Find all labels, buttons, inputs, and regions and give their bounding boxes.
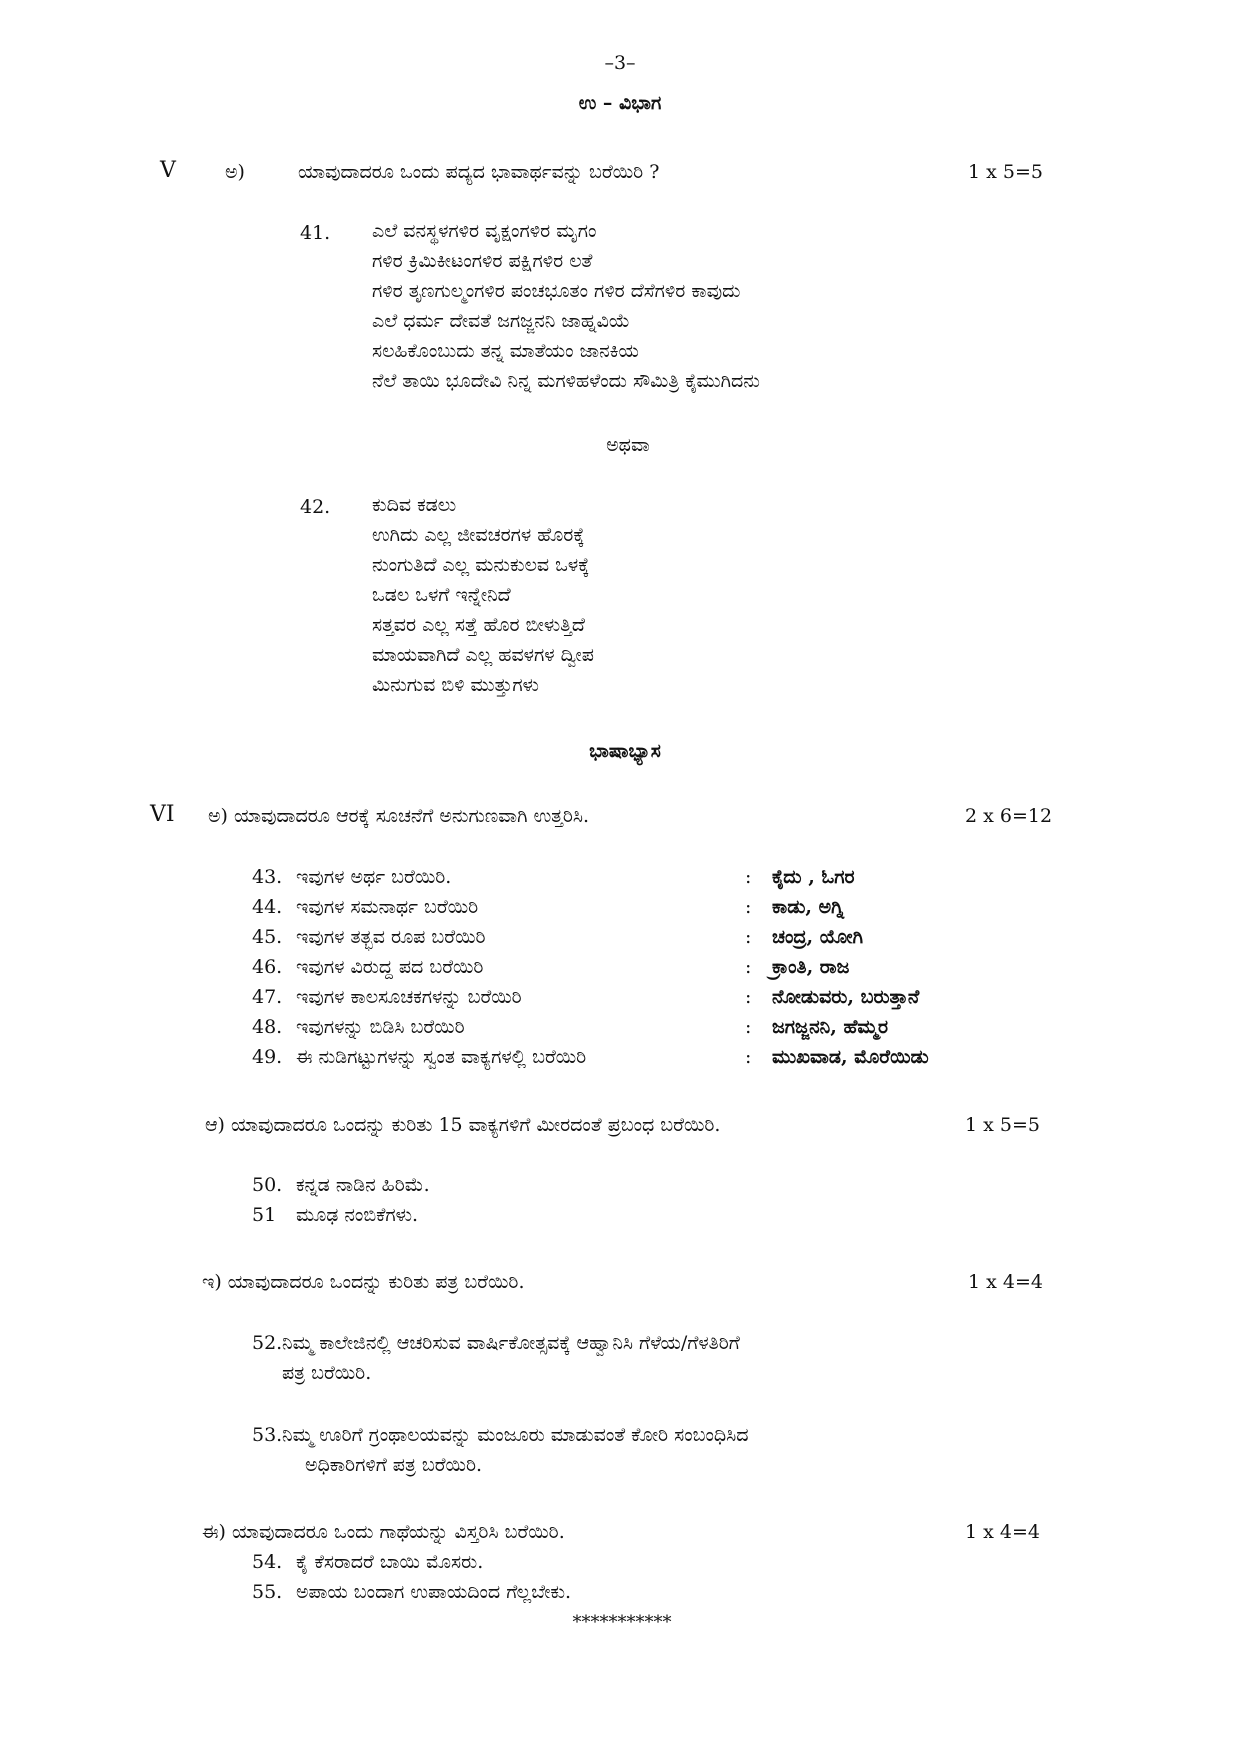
poem-line: ಸತ್ತವರ ಎಲ್ಲ ಸತ್ತೆ ಹೊರ ಬೀಳುತ್ತಿದೆ xyxy=(372,614,585,636)
item-answer: ಕಾಡು, ಅಗ್ನಿ xyxy=(772,896,845,918)
poem-line: ಉಗಿದು ಎಲ್ಲ ಜೀವಚರಗಳ ಹೊರಕ್ಕೆ xyxy=(372,524,585,546)
vocab-item-49 xyxy=(252,1042,586,1072)
section-title: ಉ – ವಿಭಾಗ xyxy=(578,92,662,114)
item-colon: : xyxy=(745,986,752,1008)
letter-marks: 1 x 4=4 xyxy=(968,1271,1043,1293)
item-number: 44. xyxy=(252,896,283,918)
item-number: 45. xyxy=(252,926,283,948)
vocab-item-46 xyxy=(252,952,483,982)
poem-line: ಗಳಿರ ತೃಣಗುಲ್ಮಂಗಳಿರ ಪಂಚಭೂತಂ ಗಳಿರ ದೆಸೆಗಳಿರ ಕಾವುದು xyxy=(372,280,741,302)
or-separator: ಅಥವಾ xyxy=(606,434,650,456)
poem-41-number: 41. xyxy=(300,222,331,244)
question-6-marks: 2 x 6=12 xyxy=(965,805,1053,827)
item-answer: ನೋಡುವರು, ಬರುತ್ತಾನೆ xyxy=(772,986,920,1008)
proverb-item-55 xyxy=(252,1577,571,1607)
poem-line: ಮಾಯವಾಗಿದೆ ಎಲ್ಲ ಹವಳಗಳ ದ್ವೀಪ xyxy=(372,644,594,666)
poem-42 xyxy=(372,490,594,700)
poem-line: ನೆಲೆ ತಾಯಿ ಭೂದೇವಿ ನಿನ್ನ ಮಗಳಿಹಳೆಂದು ಸೌಮಿತ್ರಿ ಕೈಮುಗಿದನು xyxy=(372,370,760,392)
item-number: 52. xyxy=(252,1332,283,1354)
item-text: ಇವುಗಳನ್ನು ಬಿಡಿಸಿ ಬರೆಯಿರಿ xyxy=(296,1016,465,1038)
item-text: ಕನ್ನಡ ನಾಡಿನ ಹಿರಿಮೆ. xyxy=(296,1174,430,1196)
proverb-item-54 xyxy=(252,1547,483,1577)
letter-instruction: ಇ) ಯಾವುದಾದರೂ ಒಂದನ್ನು ಕುರಿತು ಪತ್ರ ಬರೆಯಿರಿ. xyxy=(202,1271,525,1293)
item-answer: ಜಗಜ್ಜನನಿ, ಹೆಮ್ಮರ xyxy=(772,1016,889,1038)
item-colon: : xyxy=(745,926,752,948)
item-text: ನಿಮ್ಮ ಕಾಲೇಜಿನಲ್ಲಿ ಆಚರಿಸುವ ವಾರ್ಷಿಕೋತ್ಸವಕ್ಕೆ ಆಹ್ವಾನಿಸಿ ಗೆಳೆಯ/ಗೆಳತಿರಿಗೆ xyxy=(282,1332,740,1354)
item-number: 48. xyxy=(252,1016,283,1038)
item-answer: ಕ್ರಾಂತಿ, ರಾಜ xyxy=(772,956,850,978)
essay-instruction: ಆ) ಯಾವುದಾದರೂ ಒಂದನ್ನು ಕುರಿತು 15 ವಾಕ್ಯಗಳಿಗೆ ಮೀರದಂತೆ ಪ್ರಬಂಧ ಬರೆಯಿರಿ. xyxy=(205,1114,721,1136)
item-text: ನಿಮ್ಮ ಊರಿಗೆ ಗ್ರಂಥಾಲಯವನ್ನು ಮಂಜೂರು ಮಾಡುವಂತೆ ಕೋರಿ ಸಂಬಂಧಿಸಿದ xyxy=(282,1424,749,1446)
item-number: 55. xyxy=(252,1581,283,1603)
item-text: ಅಪಾಯ ಬಂದಾಗ ಉಪಾಯದಿಂದ ಗೆಲ್ಲಬೇಕು. xyxy=(296,1581,572,1603)
item-colon: : xyxy=(745,956,752,978)
item-number: 54. xyxy=(252,1551,283,1573)
poem-line: ಗಳಿರ ಕ್ರಿಮಿಕೀಟಂಗಳಿರ ಪಕ್ಷಿಗಳಿರ ಲತೆ xyxy=(372,250,593,272)
question-5-instruction: ಯಾವುದಾದರೂ ಒಂದು ಪದ್ಯದ ಭಾವಾರ್ಥವನ್ನು ಬರೆಯಿರಿ ? xyxy=(298,161,660,183)
item-text: ಇವುಗಳ ತತ್ಭವ ರೂಪ ಬರೆಯಿರಿ xyxy=(296,926,486,948)
item-answer: ಚಂದ್ರ, ಯೋಗಿ xyxy=(772,926,863,948)
poem-line: ಎಲೆ ಧರ್ಮ ದೇವತೆ ಜಗಜ್ಜನನಿ ಜಾಹ್ನವಿಯೆ xyxy=(372,310,630,332)
essay-item-50 xyxy=(252,1170,430,1200)
letter-item-52 xyxy=(252,1328,740,1358)
letter-item-52-line2: ಪತ್ರ ಬರೆಯಿರಿ. xyxy=(282,1362,372,1384)
item-colon: : xyxy=(745,1046,752,1068)
proverb-instruction: ಈ) ಯಾವುದಾದರೂ ಒಂದು ಗಾಥೆಯನ್ನು ವಿಸ್ತರಿಸಿ ಬರೆಯಿರಿ. xyxy=(202,1521,565,1543)
poem-41 xyxy=(372,216,760,396)
grammar-section-title: ಭಾಷಾಭ್ಯಾಸ xyxy=(589,740,661,762)
item-number: 46. xyxy=(252,956,283,978)
item-text: ಇವುಗಳ ವಿರುದ್ದ ಪದ ಬರೆಯಿರಿ xyxy=(296,956,484,978)
poem-line: ಕುದಿವ ಕಡಲು xyxy=(372,494,457,516)
item-colon: : xyxy=(745,866,752,888)
poem-line: ನುಂಗುತಿದೆ ಎಲ್ಲ ಮನುಕುಲವ ಒಳಕ್ಕೆ xyxy=(372,554,590,576)
item-number: 49. xyxy=(252,1046,283,1068)
item-colon: : xyxy=(745,1016,752,1038)
letter-item-53-line2: ಅಧಿಕಾರಿಗಳಿಗೆ ಪತ್ರ ಬರೆಯಿರಿ. xyxy=(305,1454,483,1476)
item-number: 51 xyxy=(252,1204,277,1226)
essay-marks: 1 x 5=5 xyxy=(965,1114,1040,1136)
item-text: ಇವುಗಳ ಕಾಲಸೂಚಕಗಳನ್ನು ಬರೆಯಿರಿ xyxy=(296,986,522,1008)
item-colon: : xyxy=(745,896,752,918)
question-5-sub: ಅ) xyxy=(225,161,245,183)
item-answer: ಮುಖವಾಡ, ಮೊರೆಯಿಡು xyxy=(772,1046,929,1068)
proverb-marks: 1 x 4=4 xyxy=(965,1521,1040,1543)
item-number: 50. xyxy=(252,1174,283,1196)
item-number: 53. xyxy=(252,1424,283,1446)
vocab-item-44 xyxy=(252,892,478,922)
poem-42-number: 42. xyxy=(300,496,331,518)
item-text: ಇವುಗಳ ಅರ್ಥ ಬರೆಯಿರಿ. xyxy=(296,866,452,888)
question-5-marks: 1 x 5=5 xyxy=(968,161,1043,183)
vocab-item-48 xyxy=(252,1012,465,1042)
poem-line: ಮಿನುಗುವ ಬಿಳಿ ಮುತ್ತುಗಳು xyxy=(372,674,539,696)
item-text: ಮೂಢ ನಂಬಿಕೆಗಳು. xyxy=(296,1204,419,1226)
question-5-roman: V xyxy=(160,158,176,183)
question-6-instruction: ಅ) ಯಾವುದಾದರೂ ಆರಕ್ಕೆ ಸೂಚನೆಗೆ ಅನುಗುಣವಾಗಿ ಉತ್ತರಿಸಿ. xyxy=(208,805,590,827)
question-6-roman: VI xyxy=(150,802,175,827)
poem-line: ಎಲೆ ವನಸ್ಥಳಗಳಿರ ವೃಕ್ಷಂಗಳಿರ ಮೃಗಂ xyxy=(372,220,597,242)
item-answer: ಕೈದು , ಓಗರ xyxy=(772,866,855,888)
item-text: ಕೈ ಕೆಸರಾದರೆ ಬಾಯಿ ಮೊಸರು. xyxy=(296,1551,484,1573)
letter-item-53 xyxy=(252,1420,749,1450)
vocab-item-47 xyxy=(252,982,522,1012)
item-number: 47. xyxy=(252,986,283,1008)
item-text: ಈ ನುಡಿಗಟ್ಟುಗಳನ್ನು ಸ್ವಂತ ವಾಕ್ಯಗಳಲ್ಲಿ ಬರೆಯಿರಿ xyxy=(296,1046,587,1068)
page-number: –3– xyxy=(604,52,636,74)
item-text: ಇವುಗಳ ಸಮನಾರ್ಥ ಬರೆಯಿರಿ xyxy=(296,896,479,918)
vocab-item-43 xyxy=(252,862,451,892)
item-number: 43. xyxy=(252,866,283,888)
end-mark: *********** xyxy=(572,1612,672,1633)
essay-item-51 xyxy=(252,1200,418,1230)
vocab-item-45 xyxy=(252,922,486,952)
poem-line: ಸಲಹಿಕೊಂಬುದು ತನ್ನ ಮಾತೆಯಂ ಜಾನಕಿಯ xyxy=(372,340,639,362)
poem-line: ಒಡಲ ಒಳಗೆ ಇನ್ನೇನಿದೆ xyxy=(372,584,511,606)
